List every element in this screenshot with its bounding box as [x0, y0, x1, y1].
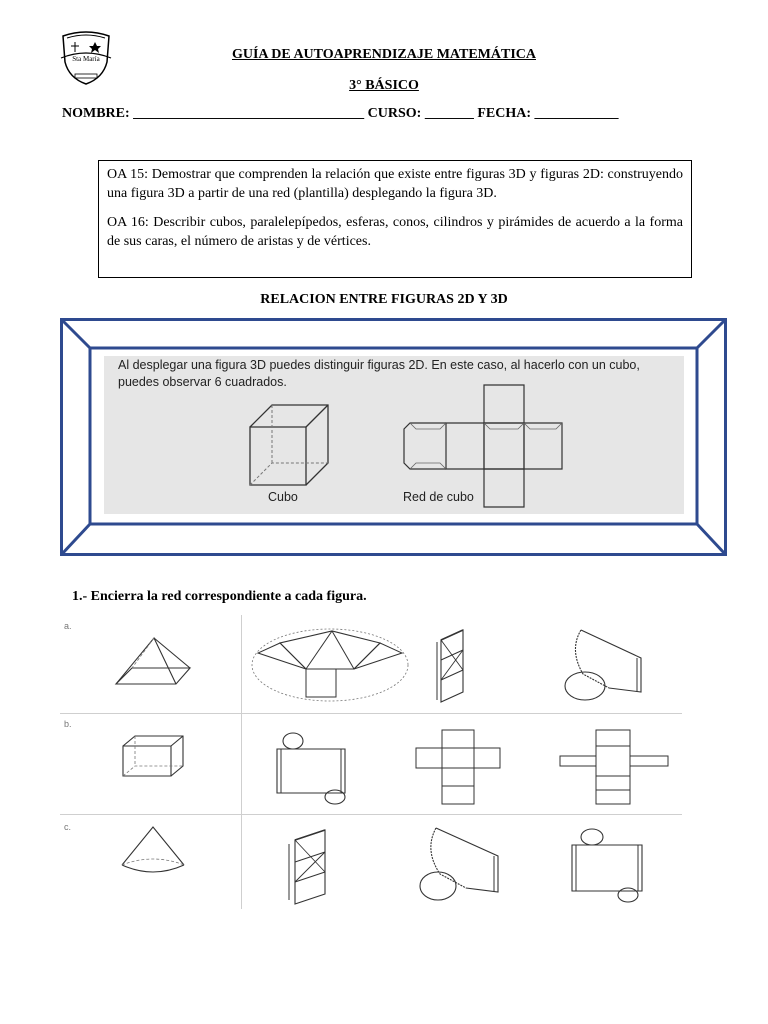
- cylinder-net-icon[interactable]: [570, 827, 644, 903]
- objectives-box: [98, 160, 692, 278]
- prism-net-icon[interactable]: [558, 728, 670, 806]
- grid-divider-row-1: [60, 713, 682, 714]
- section-title: RELACION ENTRE FIGURAS 2D Y 3D: [260, 292, 508, 307]
- cone-net-icon[interactable]: [418, 826, 502, 904]
- grade-label: 3° BÁSICO: [349, 78, 419, 93]
- grid-divider-vertical: [241, 615, 242, 909]
- info-text: Al desplegar una figura 3D puedes distinguir figuras 2D. En este caso, al hacerlo con un cubo, puedes observar 6 cuadrados.: [118, 358, 640, 389]
- exercise-instruction: 1.- Encierra la red correspondiente a cada figura.: [72, 589, 367, 604]
- row-label-c: c.: [64, 822, 72, 832]
- triangular-prism-net-icon[interactable]: [285, 828, 331, 906]
- student-fields: NOMBRE: _________________________________ CURSO: _______ FECHA: ____________: [62, 106, 619, 121]
- pyramid-net-icon[interactable]: [250, 623, 410, 703]
- row-label-b: b.: [64, 719, 72, 729]
- grid-divider-row-2: [60, 814, 682, 815]
- cube-caption: Cubo: [268, 490, 298, 504]
- row-label-a: a.: [64, 621, 72, 631]
- cylinder-net-icon[interactable]: [273, 731, 351, 805]
- triangular-prism-net-icon[interactable]: [435, 628, 467, 704]
- logo-text: Sta María: [72, 55, 100, 63]
- cube-icon: [246, 402, 330, 488]
- cone-icon: [120, 825, 186, 873]
- objective-oa15: OA 15: Demostrar que comprenden la relación que existe entre figuras 3D y figuras 2D: construyendo una figura 3D a partir de una red (plantilla) desplegando la figura 3D.: [107, 167, 683, 201]
- pyramid-icon: [114, 636, 192, 686]
- page-title: GUÍA DE AUTOAPRENDIZAJE MATEMÁTICA: [231, 47, 536, 62]
- rectangular-prism-icon: [121, 734, 185, 778]
- net-caption: Red de cubo: [403, 490, 474, 504]
- cone-net-icon[interactable]: [563, 628, 645, 704]
- objective-oa16: OA 16: Describir cubos, paralelepípedos, esferas, conos, cilindros y pirámides de acuerdo a la forma de sus caras, el número de aristas y de vértices.: [107, 215, 683, 249]
- cube-net-icon[interactable]: [414, 728, 502, 806]
